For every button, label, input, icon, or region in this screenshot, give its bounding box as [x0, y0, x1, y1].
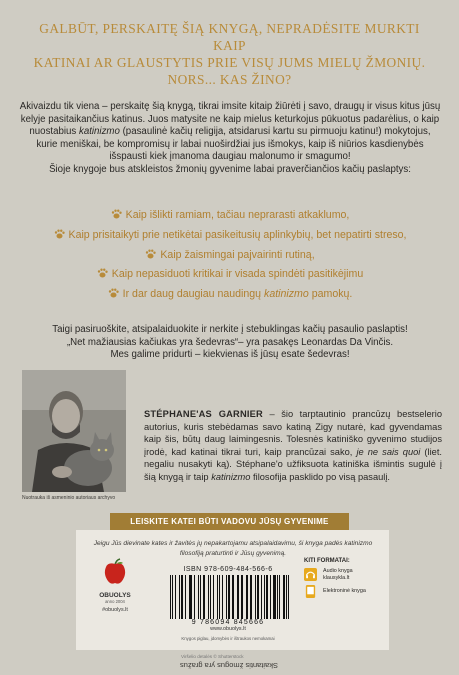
author-photo [22, 370, 126, 492]
barcode-bar [190, 575, 191, 619]
list-item: Kaip žaismingai pajvairinti rutiną, [18, 246, 442, 266]
barcode-bar [247, 575, 248, 619]
outro-line-2: „Net mažiausias kačiukas yra šedevras“– yra pasakęs Leonardas Da Vinčis. [66, 336, 394, 348]
paw-icon [111, 209, 122, 219]
barcode-bar [185, 575, 186, 619]
format-audio [304, 568, 386, 581]
barcode-bar [228, 575, 230, 619]
image-credit: Viršelio detalės © Shutterstock [181, 654, 244, 659]
paw-icon [97, 268, 108, 278]
barcode-bar [279, 575, 280, 619]
info-panel [76, 530, 389, 650]
barcode-bar [246, 575, 247, 619]
upside-down-motto: Skaitantis žmogus yra gražus [180, 661, 278, 670]
apple-logo-icon [102, 558, 128, 586]
barcode-bar [226, 575, 227, 619]
headline-line-3: NORS... KAS ŽINO? [167, 72, 292, 87]
barcode-bar [208, 575, 209, 619]
list-item: Kaip prisitaikyti prie netikėtai pasikeitusių aplinkybių, bet nepatirti streso, [18, 226, 442, 246]
format-ebook [304, 585, 386, 598]
barcode-bar [194, 575, 195, 619]
barcode-bar [261, 575, 262, 619]
barcode-bar [257, 575, 258, 619]
barcode-bar [203, 575, 205, 619]
headphones-icon [304, 568, 317, 581]
barcode-bar [264, 575, 265, 619]
list-item: Ir dar daug daugiau naudingų katinizmo pamokų. [18, 285, 442, 305]
cat-secrets-list [18, 206, 442, 305]
barcode-bar [210, 575, 211, 619]
author-with-cat-image [22, 370, 126, 492]
barcode-bar [172, 575, 173, 619]
other-formats [304, 558, 386, 598]
barcode-bar [222, 575, 223, 619]
publisher-block [90, 558, 140, 613]
intro-text [18, 101, 442, 177]
barcode-bar [170, 575, 171, 619]
barcode-bar [175, 575, 176, 619]
barcode-bar [232, 575, 233, 619]
barcode-bar [237, 575, 238, 619]
format-audio-sub: klausykla.lt [323, 574, 350, 581]
headline [22, 20, 437, 88]
publisher-name: OBUOLYS [99, 592, 131, 599]
barcode-bar [238, 575, 239, 619]
isbn-number: ISBN 978-609-484-566-6 [183, 566, 273, 573]
barcode-bar [255, 575, 256, 619]
publisher-year: anno 2004 [105, 599, 125, 604]
list-item: Kaip nepasiduoti kritikai ir visada spindėti pasitikėjimu [18, 265, 442, 285]
format-ebook-label: Elektroninė knyga [323, 588, 366, 595]
legal-note: Knygos piglau, įdomybės ir ištraukos nemokamai [181, 636, 275, 641]
barcode-bar [273, 575, 275, 619]
ebook-icon [304, 585, 317, 598]
photo-caption: Nuotrauka iš asmeninio autoriaus archyvo [22, 495, 116, 501]
author-name: STÉPHANE'AS GARNIER [144, 409, 263, 419]
barcode-bar [219, 575, 220, 619]
list-item: Kaip išlikti ramiam, tačiau neprarasti atkaklumo, [18, 206, 442, 226]
headline-line-1: GALBŪT, PERSKAITĘ ŠIĄ KNYGĄ, NEPRADĖSITE MURKTI KAIP [39, 21, 420, 53]
paw-icon [108, 288, 119, 298]
paw-icon [145, 249, 156, 259]
formats-title: KITI FORMATAI: [304, 558, 350, 564]
format-audio-label: Audio knyga [323, 568, 353, 574]
barcode-bar [189, 575, 190, 619]
barcode-bar [277, 575, 278, 619]
tagline-banner: LEISKITE KATEI BŪTI VADOVU JŪSŲ GYVENIME [110, 513, 349, 530]
barcode-bar [286, 575, 287, 619]
barcode-bar [217, 575, 218, 619]
headline-line-2: KATINAI AR GLAUSTYTIS PRIE VISŲ JUMS MIELŲ ŽMONIŲ. [33, 55, 426, 70]
intro-paragraph-2: Šioje knygoje bus atskleistos žmonių gyvenime labai praverčiančios kačių paslaptys: [49, 163, 411, 175]
barcode-bar [241, 575, 242, 619]
barcode-digits: 9 786094 845666 [191, 619, 265, 626]
barcode-bar [198, 575, 199, 619]
outro-text [18, 324, 442, 362]
outro-line-1: Taigi pasiruoškite, atsipalaiduokite ir nerkite į stebuklingas kačių pasaulio paslaptis! [52, 324, 408, 335]
barcode-bars [170, 575, 292, 619]
outro-line-3: Mes galime pridurti – kiekvienas iš jūsų esate šedevras! [110, 349, 350, 361]
website-link[interactable]: www.obuolys.lt [210, 626, 246, 632]
barcode-bar [250, 575, 252, 619]
publisher-handle: #obuolys.lt [102, 607, 128, 613]
barcode-bar [181, 575, 183, 619]
author-bio: STÉPHANE'AS GARNIER – šio tarptautinio prancūzų bestselerio autorius, kuris stebėdamas savo katiną Zigy nutarė, kad gyvendamas kaip šis, būtų daug laimingesnis. Tolesnės katiniško gyvenimo studijos įrodė, kad katinai tikrai turi, kaip prancūzai sako, je ne sais quoi (liet. negaliu nusakyti ką). Stéphane'o užfiksuota katiniška išmintis sugulė į šią knygą ir taip katinizmo filosofija pasklido po visą pasaulį. [144, 409, 442, 482]
barcode-bar [288, 575, 289, 619]
barcode-bar [200, 575, 201, 619]
barcode-bar [270, 575, 271, 619]
barcode-bar [266, 575, 267, 619]
panel-blurb: Jeigu Jūs dievinate kates ir žavitės jų nepakartojamu atsipalaidavimu, ši knyga padės katinizmo filosofiją praturtinti ir Jūsų gyvenimą. [93, 540, 373, 557]
barcode-bar [179, 575, 180, 619]
intro-paragraph-1: Akivaizdu tik viena – perskaitę šią knygą, tikrai imsite kitaip žiūrėti į savo, draugų ir visus kitus jūsų kelyje pasitaikančius katinus. Juos matysite ne kaip mielus keturkojus pūkuotus padarėlius, o kaip nuostabius katinizmo (pasaulinė kačių religija, atsidarusi kartu su pirmuoju katinu!) mokytojus, kurie meniškai, be kompromisų ir labai nuoširdžiai jus išmokys, kaip iš niūrios kasdienybės išspausti kiek įmanoma daugiau malonumo ir smagumo! [19, 101, 441, 163]
barcode-bar [283, 575, 284, 619]
paw-icon [54, 229, 65, 239]
barcode-bar [213, 575, 214, 619]
